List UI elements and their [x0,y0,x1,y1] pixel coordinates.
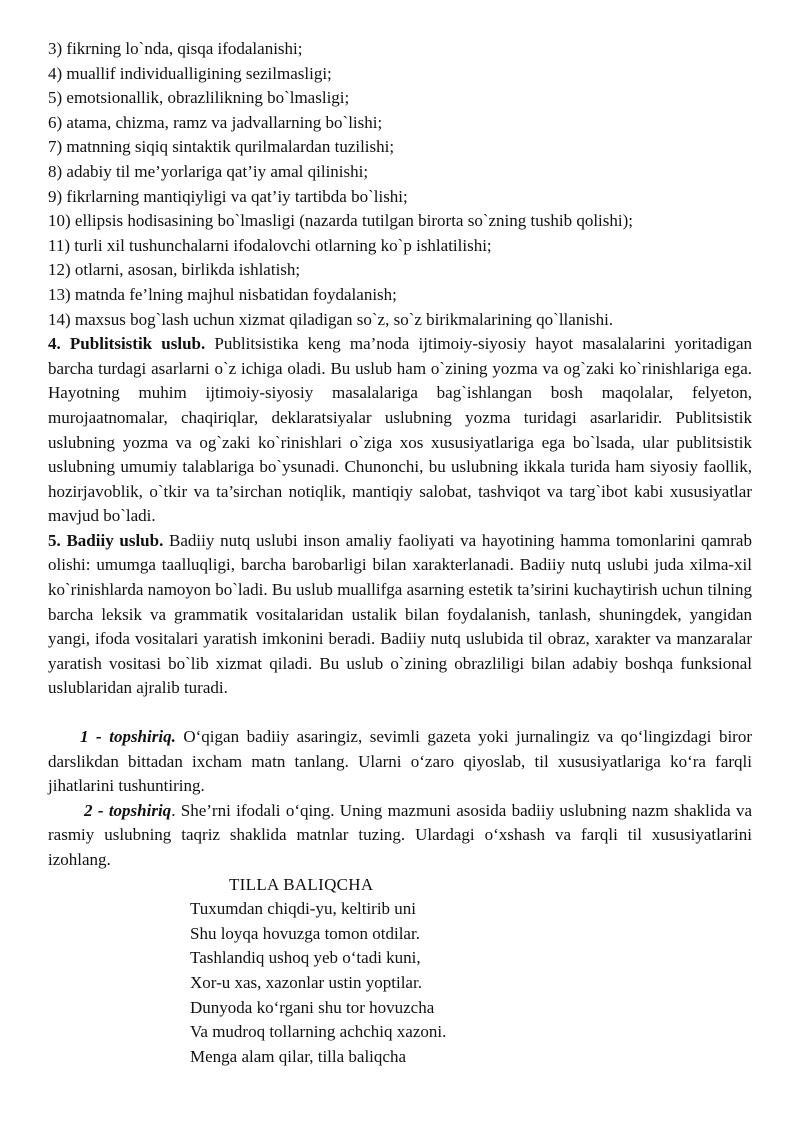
task-2 [48,799,752,873]
badiiy-heading: 5. Badiiy uslub. [48,530,164,550]
poem-line: Tuxumdan chiqdi-yu, keltirib uni [190,899,417,919]
document-page [48,37,752,1069]
list-item: 14) maxsus bog`lash uchun xizmat qiladigan so`z, so`z birikmalarining qo`llanishi. [48,309,614,329]
publitsistik-heading: 4. Publitsistik uslub. [48,334,206,354]
task-2-lead: 2 - topshiriq [84,800,172,820]
list-item: 8) adabiy til me’yorlariga qat’iy amal qilinishi; [48,161,369,181]
list-item: 7) matnning siqiq sintaktik qurilmalardan tuzilishi; [48,137,395,157]
list-item: 6) atama, chizma, ramz va jadvallarning bo`lishi; [48,112,383,132]
task-2-text: . She’rni ifodali o‘qing. Uning mazmuni asosida badiiy uslubning nazm shaklida va rasmiy uslubning taqriz shaklida matnlar tuzing. Ulardagi o‘xshash va farqli til xususiyatlarini izohlang. [48,800,752,869]
poem-line: Xor-u xas, xazonlar ustin yoptilar. [190,972,422,992]
badiiy-text: Badiiy nutq uslubi inson amaliy faoliyati va hayotining hamma tomonlarini qamrab olishi: umumga taalluqligi, barcha barobarligi bilan xarakterlanadi. Badiiy nutq uslubi juda xilma-xil ko`rinishlarda namoyon bo`ladi. Bu uslub muallifga asarning estetik ta’sirini kuchaytirish uchun tilning barcha leksik va grammatik vositalaridan ustalik bilan foydalanish, tanlash, shuningdek, yangidan yangi, ifoda vositalari yaratish imkonini beradi. Badiiy nutq uslubida til obraz, xarakter va manzaralar yaratish vositasi bo`lib xizmat qiladi. Bu uslub o`zining obrazliligi bilan adabiy boshqa funksional uslublaridan ajralib turadi. [48,530,752,698]
poem-line: Tashlandiq ushoq yeb o‘tadi kuni, [190,948,421,968]
list-item: 12) otlarni, asosan, birlikda ishlatish; [48,260,301,280]
poem-line: Dunyoda ko‘rgani shu tor hovuzcha [190,997,435,1017]
poem-title: TILLA BALIQCHA [229,874,374,894]
poem-line: Menga alam qilar, tilla baliqcha [190,1046,406,1066]
spacer [48,701,752,725]
list-item: 3) fikrning lo`nda, qisqa ifodalanishi; [48,39,303,58]
features-list [48,37,752,332]
list-item: 11) turli xil tushunchalarni ifodalovchi otlarning ko`p ishlatilishi; [48,235,492,255]
badiiy-paragraph [48,529,752,701]
list-item: 4) muallif individualligining sezilmasligi; [48,63,332,83]
task-1 [48,725,752,799]
publitsistik-text: Publitsistika keng ma’noda ijtimoiy-siyosiy hayot masalalarini yoritadigan barcha turdagi asarlarni o`z ichiga oladi. Bu uslub ham o`zining yozma va og`zaki ko`rinishlariga ega. Hayotning muhim ijtimoiy-siyosiy masalalariga bag`ishlangan bosh maqolalar, felyeton, murojaatnomalar, chaqiriqlar, deklaratsiyalar uslubning yozma turidagi asarlaridir. Publitsistik uslubning yozma va og`zaki ko`rinishlari o`ziga xos xususiyatlariga ega bo`lsada, ular publitsistik uslubning umumiy talablariga bo`ysunadi. Chunonchi, bu uslubning ikkala turida ham siyosiy faollik, hozirjavoblik, o`tkir va ta’sirchan notiqlik, mantiqiy salobat, tashviqot va targ`ibot kabi xususiyatlar mavjud bo`ladi. [48,334,752,526]
poem-line: Shu loyqa hovuzga tomon otdilar. [190,923,420,943]
list-item: 13) matnda fe’lning majhul nisbatidan foydalanish; [48,284,397,304]
list-item: 5) emotsionallik, obrazlilikning bo`lmasligi; [48,88,350,108]
list-item: 9) fikrlarning mantiqiyligi va qat’iy tartibda bo`lishi; [48,186,408,206]
publitsistik-paragraph [48,332,752,529]
poem [190,897,752,1069]
list-item: 10) ellipsis hodisasining bo`lmasligi (nazarda tutilgan birorta so`zning tushib qolishi); [48,211,633,231]
task-1-text: O‘qigan badiiy asaringiz, sevimli gazeta yoki jurnalingiz va qo‘lingizdagi biror darslikdan bittadan ixcham matn tanlang. Ularni o‘zaro qiyoslab, til xususiyatlariga ko‘ra farqli jihatlarini tushuntiring. [48,727,752,796]
poem-line: Va mudroq tollarning achchiq xazoni. [190,1022,447,1042]
task-1-lead: 1 - topshiriq. [80,727,176,747]
